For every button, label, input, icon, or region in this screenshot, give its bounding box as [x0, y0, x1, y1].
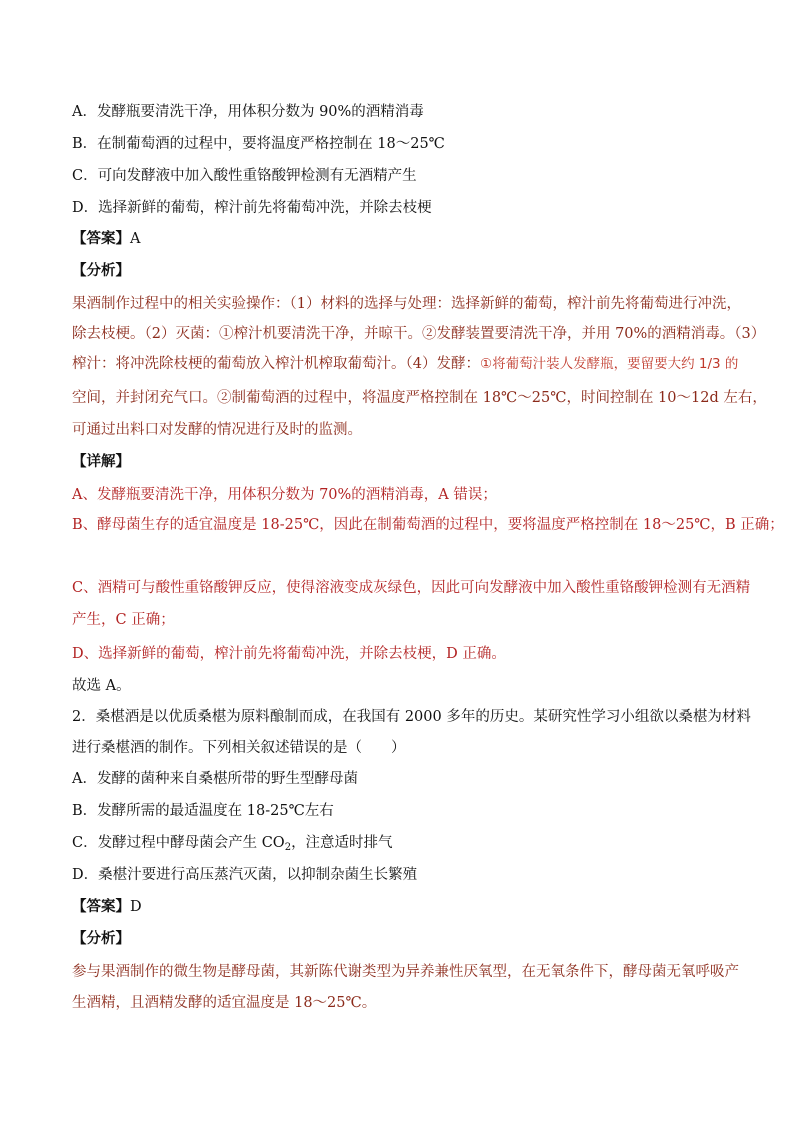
q2-option-c-tail: ，注意适时排气	[291, 835, 393, 851]
q2-option-c-text: C．发酵过程中酵母菌会产生 CO	[72, 835, 285, 851]
q1-analysis-label: 【分析】	[72, 262, 130, 279]
answer-label: 【答案】	[72, 898, 130, 915]
q1-detail-b: B、酵母菌生存的适宜温度是 18-25℃，因此在制葡萄酒的过程中，要将温度严格控制在 18～25℃，B 正确；	[72, 517, 784, 533]
q1-analysis-line-1: 果酒制作过程中的相关实验操作：（1）材料的选择与处理：选择新鲜的葡萄，榨汁前先将葡萄进行冲洗，	[72, 296, 741, 312]
q1-analysis-line-3	[72, 354, 738, 374]
co2-subscript: 2	[284, 842, 292, 853]
q1-conclusion: 故选 A。	[72, 678, 131, 694]
q2-option-c	[72, 833, 393, 853]
q2-option-a: A．发酵的菌种来自桑椹所带的野生型酵母菌	[72, 771, 358, 787]
q1-analysis-line-4: 空间，并封闭充气口。②制葡萄酒的过程中，将温度严格控制在 18℃～25℃，时间控制在 10～12d 左右，	[72, 390, 767, 406]
answer-label: 【答案】	[72, 230, 130, 247]
q1-analysis-line-3-handwritten: ①将葡萄汁装人发酵瓶，要留要大约 1/3 的	[479, 356, 739, 372]
q1-analysis-line-3-text: 榨汁：将冲洗除枝梗的葡萄放入榨汁机榨取葡萄汁。（4）发酵：	[72, 356, 480, 372]
q1-detail-d: D、选择新鲜的葡萄，榨汁前先将葡萄冲洗，并除去枝梗，D 正确。	[72, 646, 506, 662]
q1-option-b: B．在制葡萄酒的过程中，要将温度严格控制在 18～25℃	[72, 136, 445, 152]
q2-stem-line-2: 进行桑椹酒的制作。下列相关叙述错误的是（ ）	[72, 740, 406, 756]
q2-analysis-line-1: 参与果酒制作的微生物是酵母菌，其新陈代谢类型为异养兼性厌氧型，在无氧条件下，酵母菌无氧呼吸产	[72, 964, 739, 980]
q1-option-a: A．发酵瓶要清洗干净，用体积分数为 90%的酒精消毒	[72, 104, 424, 120]
q1-option-d: D．选择新鲜的葡萄，榨汁前先将葡萄冲洗，并除去枝梗	[72, 200, 432, 216]
q1-detail-a: A、发酵瓶要清洗干净，用体积分数为 70%的酒精消毒，A 错误；	[72, 487, 497, 503]
q2-stem-line-1: 2．桑椹酒是以优质桑椹为原料酿制而成，在我国有 2000 多年的历史。某研究性学习小组欲以桑椹为材料	[72, 709, 751, 725]
q2-option-d: D．桑椹汁要进行高压蒸汽灭菌，以抑制杂菌生长繁殖	[72, 867, 418, 883]
q2-option-b: B．发酵所需的最适温度在 18-25℃左右	[72, 803, 334, 819]
q1-detail-c-cont: 产生，C 正确；	[72, 612, 175, 628]
q1-answer	[72, 229, 140, 249]
q2-analysis-line-2: 生酒精，且酒精发酵的适宜温度是 18～25℃。	[72, 995, 377, 1011]
q2-analysis-label: 【分析】	[72, 930, 130, 947]
q1-analysis-line-2: 除去枝梗。（2）灭菌：①榨汁机要清洗干净，并晾干。②发酵装置要清洗干净，并用 70%的酒精消毒。（3）	[72, 326, 766, 342]
q2-answer	[72, 897, 142, 917]
q1-option-c: C．可向发酵液中加入酸性重铬酸钾检测有无酒精产生	[72, 168, 417, 184]
answer-value: A	[130, 231, 141, 247]
answer-value: D	[130, 899, 142, 915]
q1-analysis-line-5: 可通过出料口对发酵的情况进行及时的监测。	[72, 422, 362, 438]
q1-detail-label: 【详解】	[72, 453, 130, 470]
q1-detail-c: C、酒精可与酸性重铬酸钾反应，使得溶液变成灰绿色，因此可向发酵液中加入酸性重铬酸钾检测有无酒精	[72, 580, 751, 596]
